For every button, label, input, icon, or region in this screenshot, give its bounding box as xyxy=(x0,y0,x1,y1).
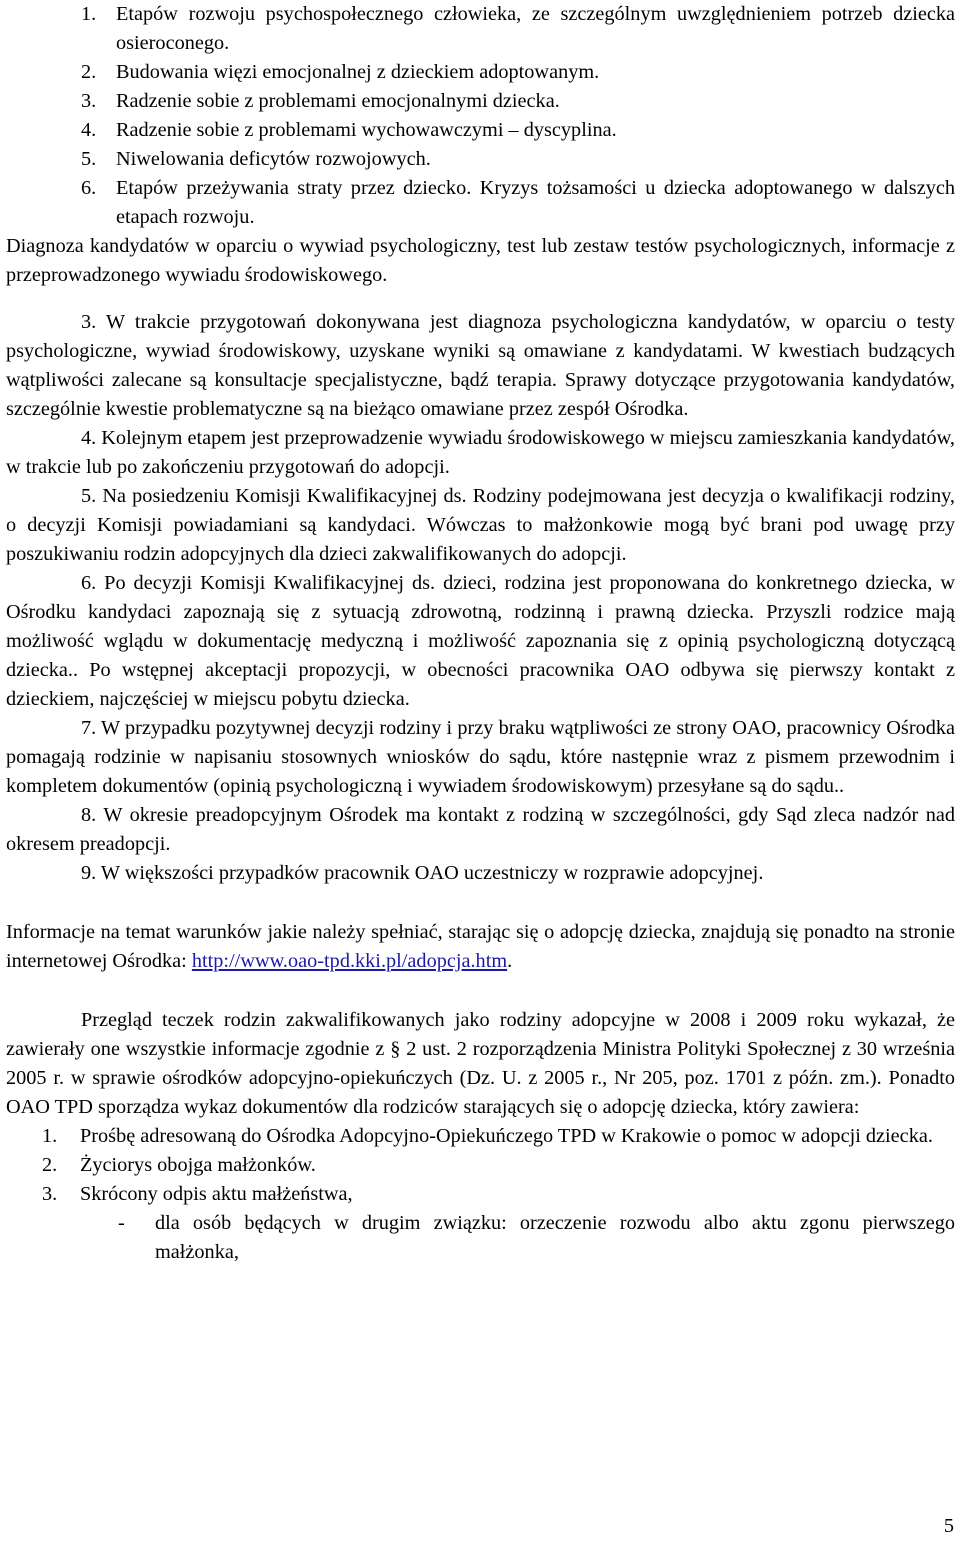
list-number: 2. xyxy=(81,61,97,83)
list-number: 4. xyxy=(81,119,97,141)
adoption-info-link[interactable]: http://www.oao-tpd.kki.pl/adopcja.htm xyxy=(191,950,508,972)
list-text: Radzenie sobie z problemami emocjonalnymi dziecka. xyxy=(116,90,560,112)
list-item xyxy=(6,116,955,145)
diagnosis-paragraph: Diagnoza kandydatów w oparciu o wywiad psychologiczny, test lub zestaw testów psychologicznych, informacje z przeprowadzonego wywiadu środowiskowego. xyxy=(6,235,955,286)
list-number: 6. xyxy=(81,177,97,199)
list-text: Budowania więzi emocjonalnej z dzieckiem adoptowanym. xyxy=(116,61,600,83)
list-text: Etapów rozwoju psychospołecznego człowieka, ze szczególnym uwzględnieniem potrzeb dziecka osieroconego. xyxy=(116,3,955,54)
list-item xyxy=(6,1122,955,1151)
list-text: Skrócony odpis aktu małżeństwa, xyxy=(80,1183,353,1205)
list-item xyxy=(6,58,955,87)
list-number: 1. xyxy=(81,3,97,25)
list-number: 2. xyxy=(42,1154,58,1176)
list-item xyxy=(6,87,955,116)
review-paragraph: Przegląd teczek rodzin zakwalifikowanych jako rodziny adopcyjne w 2008 i 2009 roku wykazał, że zawierały one wszystkie informacje zgodnie z § 2 ust. 2 rozporządzenia Ministra Polityki Społecznej z 30 września 2005 r. w sprawie ośrodków adopcyjno-opiekuńczych (Dz. U. z 2005 r., Nr 205, poz. 1701 z późn. zm.). Ponadto OAO TPD sporządza wykaz dokumentów dla rodziców starających się o adopcję dziecka, który zawiera: xyxy=(6,1009,955,1118)
list-item xyxy=(6,0,955,58)
list-item xyxy=(6,1151,955,1180)
list-text: Niwelowania deficytów rozwojowych. xyxy=(116,148,431,170)
list-text: Etapów przeżywania straty przez dziecko. Kryzys tożsamości u dziecka adoptowanego w dalszych etapach rozwoju. xyxy=(116,177,955,228)
step-paragraph: 5. Na posiedzeniu Komisji Kwalifikacyjnej ds. Rodziny podejmowana jest decyzja o kwalifikacji rodziny, o decyzji Komisji powiadamiani są kandydaci. Wówczas to małżonkowie mogą być brani pod uwagę przy poszukiwaniu rodzin adopcyjnych dla dzieci zakwalifikowanych do adopcji. xyxy=(6,485,955,565)
list-dash: - xyxy=(118,1212,125,1234)
step-paragraph: 8. W okresie preadopcyjnym Ośrodek ma kontakt z rodziną w szczególności, gdy Sąd zleca nadzór nad okresem preadopcji. xyxy=(6,804,955,855)
list-number: 3. xyxy=(42,1183,58,1205)
list-text: dla osób będących w drugim związku: orzeczenie rozwodu albo aktu zgonu pierwszego małżonka, xyxy=(155,1212,955,1263)
requirements-list xyxy=(6,1122,955,1209)
step-paragraph: 3. W trakcie przygotowań dokonywana jest diagnoza psychologiczna kandydatów, w oparciu o testy psychologiczne, wywiad środowiskowy, uzyskane wyniki są omawiane z kandydatami. W kwestiach budzących wątpliwości zalecane są konsultacje specjalistyczne, bądź terapia. Sprawy dotyczące przygotowania kandydatów, szczególnie kwestie problematyczne są na bieżąco omawiane przez zespół Ośrodka. xyxy=(6,311,955,420)
list-text: Radzenie sobie z problemami wychowawczymi – dyscyplina. xyxy=(116,119,617,141)
document-page xyxy=(6,0,955,1267)
list-number: 5. xyxy=(81,148,97,170)
step-paragraph: 4. Kolejnym etapem jest przeprowadzenie wywiadu środowiskowego w miejscu zamieszkania kandydatów, w trakcie lub po zakończeniu przygotowań do adopcji. xyxy=(6,427,955,478)
sub-requirements-list xyxy=(6,1209,955,1267)
list-text: Życiorys obojga małżonków. xyxy=(80,1154,316,1176)
list-item xyxy=(6,174,955,232)
step-paragraph: 6. Po decyzji Komisji Kwalifikacyjnej ds. dzieci, rodzina jest proponowana do konkretnego dziecka, w Ośrodku kandydaci zapoznają się z sytuacją zdrowotną, rodzinną i prawną dziecka. Przyszli rodzice mają możliwość wglądu w dokumentację medyczną i możliwość zapoznania się z opinią psychologiczną dotyczącą dziecka.. Po wstępnej akceptacji propozycji, w obecności pracownika OAO odbywa się pierwszy kontakt z dzieckiem, najczęściej w miejscu pobytu dziecka. xyxy=(6,572,955,710)
page-number: 5 xyxy=(943,1515,954,1537)
step-paragraph: 9. W większości przypadków pracownik OAO uczestniczy w rozprawie adopcyjnej. xyxy=(81,862,764,884)
list-text: Prośbę adresowaną do Ośrodka Adopcyjno-Opiekuńczego TPD w Krakowie o pomoc w adopcji dziecka. xyxy=(80,1125,933,1147)
info-paragraph xyxy=(6,918,955,976)
list-item xyxy=(6,145,955,174)
step-paragraph: 7. W przypadku pozytywnej decyzji rodziny i przy braku wątpliwości ze strony OAO, pracownicy Ośrodka pomagają rodzinie w napisaniu stosownych wniosków do sądu, które następnie wraz z pismem przewodnim i kompletem dokumentów (opinią psychologiczną i wywiadem środowiskowym) przesyłane są do sądu.. xyxy=(6,717,955,797)
intro-list xyxy=(6,0,955,232)
info-text-end: . xyxy=(507,950,513,972)
info-text: Informacje na temat warunków jakie należy spełniać, starając się o adopcję dziecka, znajdują się ponadto na stronie internetowej Ośrodka: xyxy=(6,921,955,972)
list-item xyxy=(6,1180,955,1209)
list-number: 3. xyxy=(81,90,97,112)
list-number: 1. xyxy=(42,1125,58,1147)
list-item xyxy=(6,1209,955,1267)
